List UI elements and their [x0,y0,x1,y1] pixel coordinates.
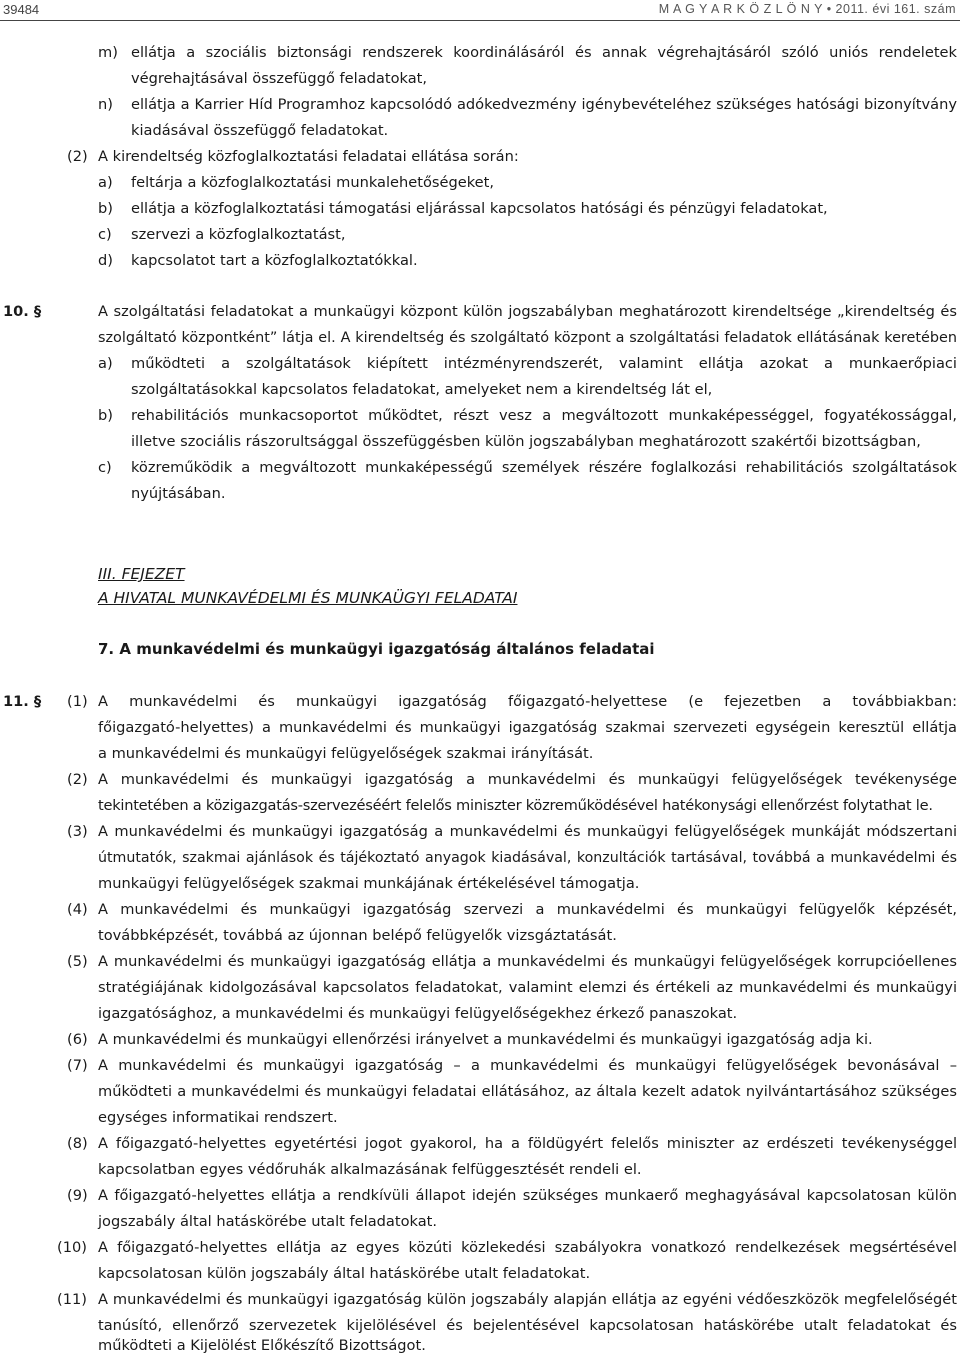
paragraph-4-line-2: továbbképzését, továbbá az újonnan belépő felügyelők vizsgáztatását. [98,927,617,944]
page-number: 39484 [3,2,40,17]
paragraph-2-text: A kirendeltség közfoglalkoztatási feladatai ellátása során: [98,148,519,165]
paragraph-11-line-3: működteti a Kijelölést Előkészítő Bizottságot. [98,1337,426,1354]
paragraph-4-label: (4) [67,901,88,918]
chapter-number: III. FEJEZET [98,565,185,583]
point-a-text: feltárja a közfoglalkoztatási munkalehetőségeket, [131,174,494,191]
paragraph-2-label: (2) [67,148,88,165]
paragraph-1-line-2: főigazgató-helyettes) a munkavédelmi és munkaügyi igazgatóság szakmai szervezeti egységein keresztül ellátja [98,719,957,736]
point-c-label: c) [98,459,112,476]
paragraph-7-label: (7) [67,1057,88,1074]
paragraph-2-label: (2) [67,771,88,788]
paragraph-3-line-3: munkaügyi felügyelőségek szakmai munkájának értékelésével támogatja. [98,875,640,892]
page-header [0,0,960,24]
point-c-label: c) [98,226,112,243]
point-m-label: m) [98,44,118,61]
paragraph-6-label: (6) [67,1031,88,1048]
paragraph-9-label: (9) [67,1187,88,1204]
paragraph-9-line-1: A főigazgató-helyettes ellátja a rendkívüli állapot idején szükséges munkaerő meghagyásával kapcsolatosan külön [98,1187,957,1204]
paragraph-5-line-2: stratégiájának kidolgozásával kapcsolatos feladatokat, valamint elemzi és értékeli az munkavédelmi és munkaügyi [98,979,957,996]
paragraph-3-label: (3) [67,823,88,840]
paragraph-11-line-2: tanúsító, ellenőrző szervezetek kijelölésével és bejelentésével kapcsolatosan hatáskörébe utalt feladatokat és [98,1317,957,1334]
paragraph-1-label: (1) [67,693,88,710]
point-c-line-1: közreműködik a megváltozott munkaképességű személyek részére foglalkozási rehabilitációs szolgáltatások [131,459,957,476]
point-a-line-2: szolgáltatásokkal kapcsolatos feladatokat, amelyeket nem a kirendeltség lát el, [131,381,713,398]
paragraph-8-line-1: A főigazgató-helyettes egyetértési jogot gyakorol, ha a földügyért felelős miniszter az erdészeti tevékenységgel [98,1135,957,1152]
point-d-text: kapcsolatot tart a közfoglalkoztatókkal. [131,252,418,269]
section-10-line-1: A szolgáltatási feladatokat a munkaügyi központ külön jogszabályban meghatározott kirendeltsége „kirendeltség és [98,303,957,320]
paragraph-1-line-1: A munkavédelmi és munkaügyi igazgatóság főigazgató-helyettese (e fejezetben a továbbiakban: [98,693,957,710]
point-n-label: n) [98,96,113,113]
paragraph-3-line-1: A munkavédelmi és munkaügyi igazgatóság a munkavédelmi és munkaügyi felügyelőségek munkáját módszertani [98,823,957,840]
paragraph-2-line-1: A munkavédelmi és munkaügyi igazgatóság a munkavédelmi és munkaügyi felügyelőségek tevékenysége [98,771,957,788]
paragraph-1-line-3: a munkavédelmi és munkaügyi felügyelőségek szakmai irányítását. [98,745,594,762]
point-b-line-2: illetve szociális rászorultsággal összefüggésben külön jogszabályban meghatározott szakértői bizottságban, [131,433,921,450]
point-a-label: a) [98,355,113,372]
point-a-line-1: működteti a szolgáltatások kiépített intézményrendszerét, valamint ellátja azokat a munkaerőpiaci [131,355,957,372]
paragraph-10-line-2: kapcsolatosan külön jogszabály által hatáskörébe utalt feladatokat. [98,1265,591,1282]
point-b-label: b) [98,200,113,217]
paragraph-7-line-1: A munkavédelmi és munkaügyi igazgatóság – a munkavédelmi és munkaügyi felügyelőségek bevonásával – [98,1057,957,1074]
paragraph-10-line-1: A főigazgató-helyettes ellátja az egyes közúti közlekedési szabályokra vonatkozó rendelkezések megsértésével [98,1239,957,1256]
point-d-label: d) [98,252,113,269]
paragraph-11-line-1: A munkavédelmi és munkaügyi igazgatóság külön jogszabály alapján ellátja az egyéni védőeszközök megfelelőségét [98,1291,957,1308]
chapter-title: A HIVATAL MUNKAVÉDELMI ÉS MUNKAÜGYI FELADATAI [98,589,518,607]
section-11-number: 11. § [3,693,42,710]
paragraph-8-line-2: kapcsolatban egyes védőruhák alkalmazásának felfüggesztését rendeli el. [98,1161,642,1178]
section-heading: 7. A munkavédelmi és munkaügyi igazgatóság általános feladatai [98,640,655,658]
journal-title: M A G Y A R K Ö Z L Ö N Y • 2011. évi 161. szám [658,2,956,16]
section-10-line-2: szolgáltató központként” látja el. A kirendeltség és szolgáltató központ a szolgáltatási feladatok ellátásának keretében [98,330,957,346]
paragraph-4-line-1: A munkavédelmi és munkaügyi igazgatóság szervezi a munkavédelmi és munkaügyi felügyelők képzését, [98,901,957,918]
point-n-line-2: kiadásával összefüggő feladatokat. [131,122,389,139]
point-c-line-2: nyújtásában. [131,485,226,502]
point-a-label: a) [98,174,113,191]
paragraph-3-line-2: útmutatók, szakmai ajánlások és tájékoztató anyagok kiadásával, konzultációk tartásával, továbbá a munkavédelmi és [98,850,957,866]
point-b-text: ellátja a közfoglalkoztatási támogatási eljárással kapcsolatos hatósági és pénzügyi feladatokat, [131,200,828,217]
header-rule [0,20,960,21]
paragraph-6-line-1: A munkavédelmi és munkaügyi ellenőrzési irányelvet a munkavédelmi és munkaügyi igazgatóság adja ki. [98,1031,873,1048]
point-n-line-1: ellátja a Karrier Híd Programhoz kapcsolódó adókedvezmény igénybevételéhez szükséges hatósági bizonyítvány [131,96,957,113]
paragraph-5-line-1: A munkavédelmi és munkaügyi igazgatóság ellátja a munkavédelmi és munkaügyi felügyelőségek korrupcióellenes [98,953,957,970]
point-b-label: b) [98,407,113,424]
paragraph-2-line-2: tekintetében a közigazgatás-szervezéséért felelős miniszter közreműködésével hatékonysági ellenőrzést folytathat le. [98,797,933,814]
point-m-line-2: végrehajtásával összefüggő feladatokat, [131,70,427,87]
point-b-line-1: rehabilitációs munkacsoportot működtet, részt vesz a megváltozott munkaképességgel, fogyatékossággal, [131,407,957,424]
paragraph-7-line-2: működteti a munkavédelmi és munkaügyi feladatai ellátásához, az általa kezelt adatok nyilvántartásához szükséges [98,1083,957,1100]
paragraph-5-line-3: igazgatósághoz, a munkavédelmi és munkaügyi felügyelőségekhez érkező panaszokat. [98,1005,738,1022]
paragraph-7-line-3: egységes informatikai rendszert. [98,1109,338,1126]
point-c-text: szervezi a közfoglalkoztatást, [131,226,346,243]
paragraph-8-label: (8) [67,1135,88,1152]
paragraph-5-label: (5) [67,953,88,970]
paragraph-11-label: (11) [57,1291,87,1308]
point-m-line-1: ellátja a szociális biztonsági rendszerek koordinálásáról és annak végrehajtásáról szóló uniós rendeletek [131,44,957,61]
paragraph-10-label: (10) [57,1239,87,1256]
paragraph-9-line-2: jogszabály által hatáskörébe utalt feladatokat. [98,1213,438,1230]
section-10-number: 10. § [3,303,42,320]
